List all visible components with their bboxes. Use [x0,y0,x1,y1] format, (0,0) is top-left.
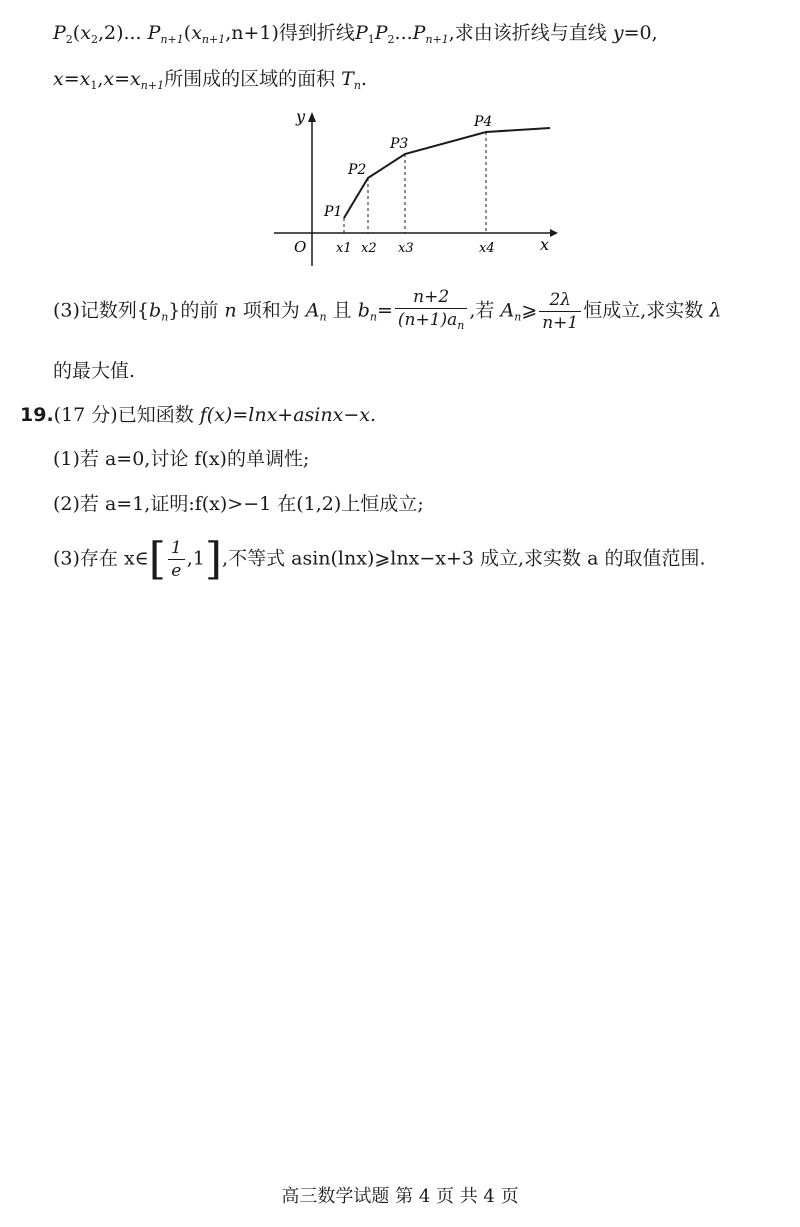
q18-continuation-line2: $x=x_1,x=x_{n+1}$所围成的区域的面积 $T_n$. [53,68,367,92]
q19-part1: (1)若 a=0,讨论 f(x)的单调性; [53,448,310,470]
label-p3: P3 [390,136,409,152]
q18-part3-line1: (3)记数列$\{b_n\}$的前 n 项和为 $A_n$ 且 $b_n=$ $\frac{n+2}{(n+1)a_n}$ ,若 $A_n⩾$ $\frac{2\lambda}{n+1}$ 恒成立,求实数 λ [53,286,721,337]
q19-part3: (3)存在 x∈[ $\frac{1}{e}$ ,1],不等式 asin(lnx)⩾lnx−x+3 成立,求实数 a 的取值范围. [53,533,706,585]
broken-line [344,128,550,218]
y-axis-label: y [296,108,306,126]
q19-number: 19. [20,404,54,426]
tick-x2: x2 [361,241,377,256]
fraction-bn: $\frac{n+2}{(n+1)a_n}$ [395,286,468,337]
polyline-diagram [268,108,558,268]
label-p1: P1 [324,204,343,220]
x-axis-label: x [540,235,550,254]
q18-part3-line2: 的最大值. [53,360,136,382]
fraction-one-over-e: $\frac{1}{e}$ [168,537,185,582]
tick-x3: x3 [398,241,414,256]
y-axis-arrow [308,112,316,122]
polyline-figure [268,108,558,272]
q18-continuation-line1: $P_2(x_2,2)$... $P_{n+1}(x_{n+1},n+1)$得到折线$P_1P_2...P_{n+1}$,求由该折线与直线 y=0, [53,22,658,46]
label-p4: P4 [474,114,493,130]
q19-part2: (2)若 a=1,证明:f(x)>−1 在(1,2)上恒成立; [53,493,424,515]
tick-x4: x4 [479,241,495,256]
point-pn1: P [147,22,161,44]
x-axis-arrow [550,229,558,237]
tick-x1: x1 [336,241,352,256]
point-p2: P [53,22,66,44]
label-p2: P2 [348,162,367,178]
fraction-lambda: $\frac{2\lambda}{n+1}$ [539,289,581,334]
origin-label: O [294,238,307,256]
q19-stem: 19.(17 分)已知函数 f(x)=lnx+asinx−x. [20,404,376,426]
page-footer: 高三数学试题 第 4 页 共 4 页 [281,1186,519,1207]
